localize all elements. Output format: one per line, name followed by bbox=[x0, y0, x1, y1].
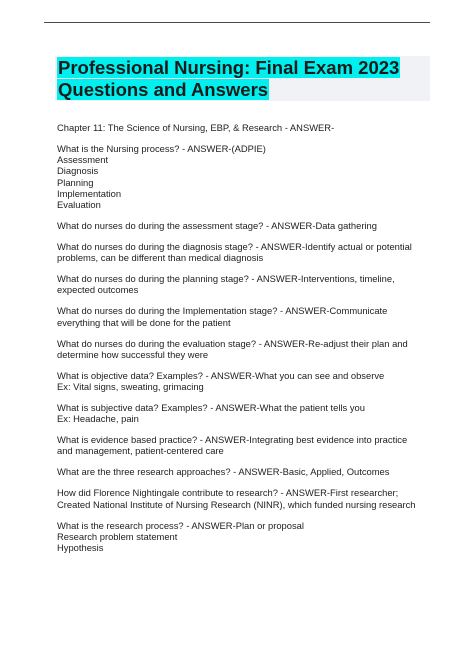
answer-line: determine how successful they were bbox=[57, 348, 209, 360]
question-line: What is the research process? - ANSWER-Plan or proposal bbox=[57, 519, 304, 531]
answer-line: Assessment bbox=[57, 154, 109, 166]
answer-line: Ex: Vital signs, sweating, grimacing bbox=[57, 381, 204, 393]
answer-line: Evaluation bbox=[57, 199, 101, 211]
answer-line: Created National Institute of Nursing Research (NINR), which funded nursing research bbox=[57, 498, 416, 510]
qa-block bbox=[57, 143, 432, 210]
qa-block bbox=[57, 273, 432, 295]
qa-block bbox=[57, 370, 432, 392]
qa-block bbox=[57, 338, 432, 360]
question-line: What is subjective data? Examples? - ANSWER-What the patient tells you bbox=[57, 402, 365, 414]
question-line: What do nurses do during the Implementation stage? - ANSWER-Communicate bbox=[57, 305, 388, 317]
document-title-line-1: Professional Nursing: Final Exam 2023 bbox=[58, 57, 400, 78]
answer-line: Research problem statement bbox=[57, 530, 178, 542]
question-line: How did Florence Nightingale contribute to research? - ANSWER-First researcher; bbox=[57, 487, 399, 499]
qa-block bbox=[57, 487, 432, 509]
question-line: Chapter 11: The Science of Nursing, EBP, & Research - ANSWER- bbox=[57, 122, 335, 133]
header-rule bbox=[44, 22, 430, 23]
document-title-line-2: Questions and Answers bbox=[58, 79, 269, 100]
qa-block bbox=[57, 402, 432, 424]
qa-block bbox=[57, 241, 432, 263]
answer-line: Diagnosis bbox=[57, 165, 99, 177]
question-line: What do nurses do during the planning stage? - ANSWER-Interventions, timeline, bbox=[57, 273, 395, 285]
qa-block bbox=[57, 466, 432, 477]
qa-block bbox=[57, 305, 432, 327]
answer-line: Hypothesis bbox=[57, 542, 104, 554]
answer-line: Implementation bbox=[57, 187, 122, 199]
answer-line: problems, can be different than medical diagnosis bbox=[57, 252, 264, 264]
answer-line: expected outcomes bbox=[57, 284, 139, 296]
question-line: What do nurses do during the assessment stage? - ANSWER-Data gathering bbox=[57, 220, 377, 232]
answer-line: everything that will be done for the patient bbox=[57, 316, 231, 328]
qa-block bbox=[57, 220, 432, 231]
qa-block bbox=[57, 520, 432, 554]
answer-line: Ex: Headache, pain bbox=[57, 413, 139, 425]
document-body bbox=[57, 122, 432, 563]
question-line: What is evidence based practice? - ANSWER-Integrating best evidence into practice bbox=[57, 434, 408, 446]
question-line: What is objective data? Examples? - ANSWER-What you can see and observe bbox=[57, 369, 385, 381]
question-line: What do nurses do during the diagnosis stage? - ANSWER-Identify actual or potential bbox=[57, 241, 412, 253]
question-line: What do nurses do during the evaluation stage? - ANSWER-Re-adjust their plan and bbox=[57, 337, 408, 349]
chapter-heading bbox=[57, 122, 432, 133]
answer-line: Planning bbox=[57, 176, 94, 188]
question-line: What are the three research approaches? - ANSWER-Basic, Applied, Outcomes bbox=[57, 466, 390, 478]
answer-line: and management, patient-centered care bbox=[57, 445, 224, 457]
qa-block bbox=[57, 434, 432, 456]
question-line: What is the Nursing process? - ANSWER-(ADPIE) bbox=[57, 143, 266, 154]
